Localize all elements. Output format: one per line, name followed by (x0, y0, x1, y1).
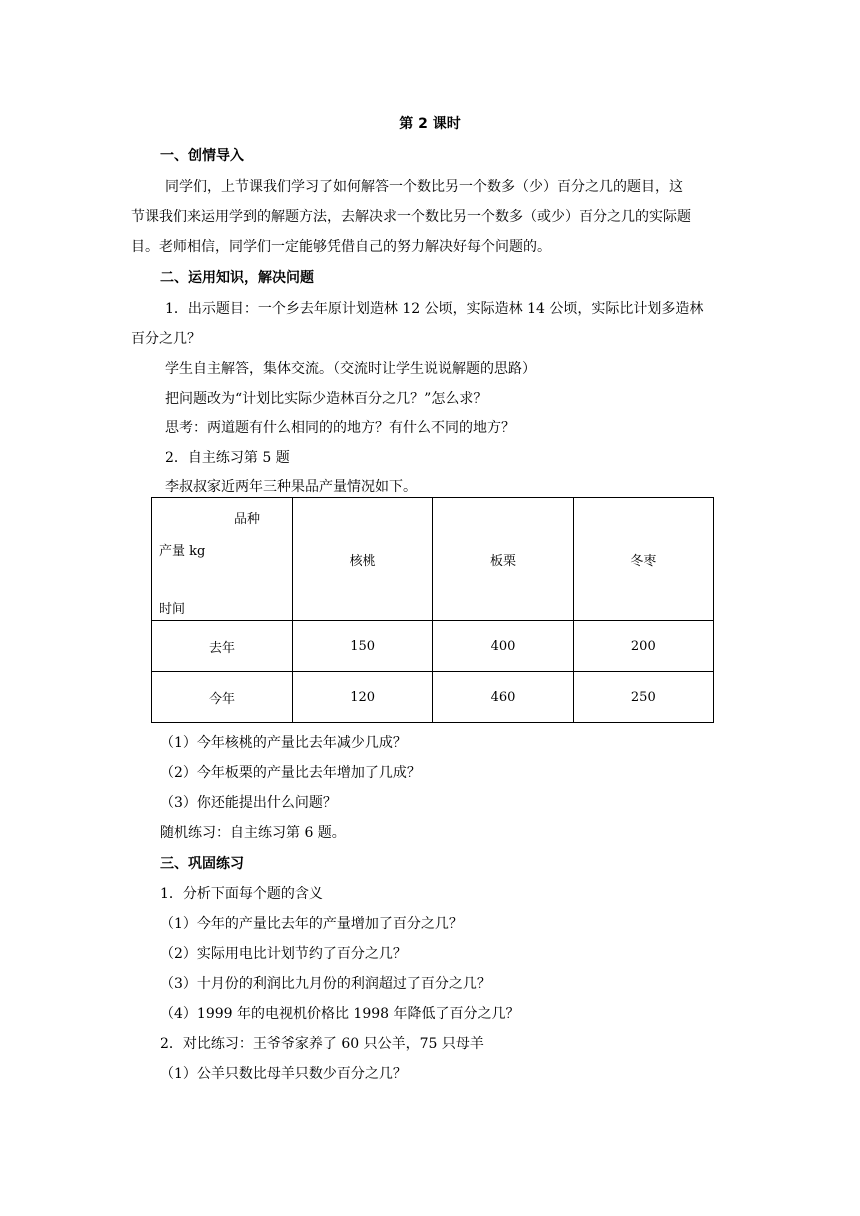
paragraph-line: 目。老师相信，同学们一定能够凭借自己的努力解决好每个问题的。 (131, 239, 551, 255)
table-row (152, 672, 714, 723)
paragraph-line: 2．自主练习第 5 题 (165, 450, 290, 466)
row-label: 去年 (152, 621, 293, 672)
question-line: （4）1999 年的电视机价格比 1998 年降低了百分之几？ (160, 1006, 520, 1022)
paragraph-line: 1．出示题目：一个乡去年原计划造林 12 公顷，实际造林 14 公顷，实际比计划多造林 (165, 301, 704, 317)
paragraph-line: 同学们，上节课我们学习了如何解答一个数比另一个数多（少）百分之几的题目，这 (165, 179, 683, 195)
table-corner-header (152, 498, 293, 621)
column-header: 板栗 (433, 498, 573, 621)
table-cell: 460 (433, 672, 573, 723)
corner-label-yield: 产量 kg (159, 544, 206, 559)
section-1-heading: 一、创情导入 (160, 148, 244, 164)
paragraph-line: 1．分析下面每个题的含义 (160, 886, 323, 902)
row-label: 今年 (152, 672, 293, 723)
table-row (152, 621, 714, 672)
column-header: 冬枣 (573, 498, 713, 621)
corner-label-time: 时间 (159, 602, 186, 617)
question-line: （2）今年板栗的产量比去年增加了几成？ (160, 765, 421, 781)
paragraph-line: 学生自主解答，集体交流。（交流时让学生说说解题的思路） (165, 361, 536, 377)
question-line: （3）你还能提出什么问题？ (160, 795, 337, 811)
paragraph-line: 随机练习：自主练习第 6 题。 (160, 825, 346, 841)
fruit-yield-table (151, 497, 714, 723)
paragraph-line: 2．对比练习：王爷爷家养了 60 只公羊，75 只母羊 (160, 1036, 484, 1052)
table-cell: 400 (433, 621, 573, 672)
paragraph-line: 百分之几？ (131, 331, 201, 347)
question-line: （1）今年核桃的产量比去年减少几成？ (160, 735, 407, 751)
table-cell: 200 (573, 621, 713, 672)
table-cell: 250 (573, 672, 713, 723)
table-cell: 120 (293, 672, 433, 723)
question-line: （1）公羊只数比母羊只数少百分之几？ (160, 1066, 407, 1082)
section-3-heading: 三、巩固练习 (160, 856, 244, 872)
question-line: （1）今年的产量比去年的产量增加了百分之几？ (160, 916, 463, 932)
question-line: （2）实际用电比计划节约了百分之几？ (160, 946, 407, 962)
section-2-heading: 二、运用知识，解决问题 (160, 270, 314, 286)
column-header: 核桃 (293, 498, 433, 621)
table-cell: 150 (293, 621, 433, 672)
paragraph-line: 节课我们来运用学到的解题方法，去解决求一个数比另一个数多（或少）百分之几的实际题 (131, 209, 691, 225)
paragraph-line: 把问题改为“计划比实际少造林百分之几？”怎么求？ (165, 391, 488, 407)
question-line: （3）十月份的利润比九月份的利润超过了百分之几？ (160, 976, 491, 992)
paragraph-line: 思考：两道题有什么相同的的地方？有什么不同的地方？ (165, 420, 515, 436)
corner-label-variety: 品种 (234, 512, 261, 527)
table-caption: 李叔叔家近两年三种果品产量情况如下。 (165, 479, 417, 495)
page-title: 第 2 课时 (399, 116, 461, 132)
